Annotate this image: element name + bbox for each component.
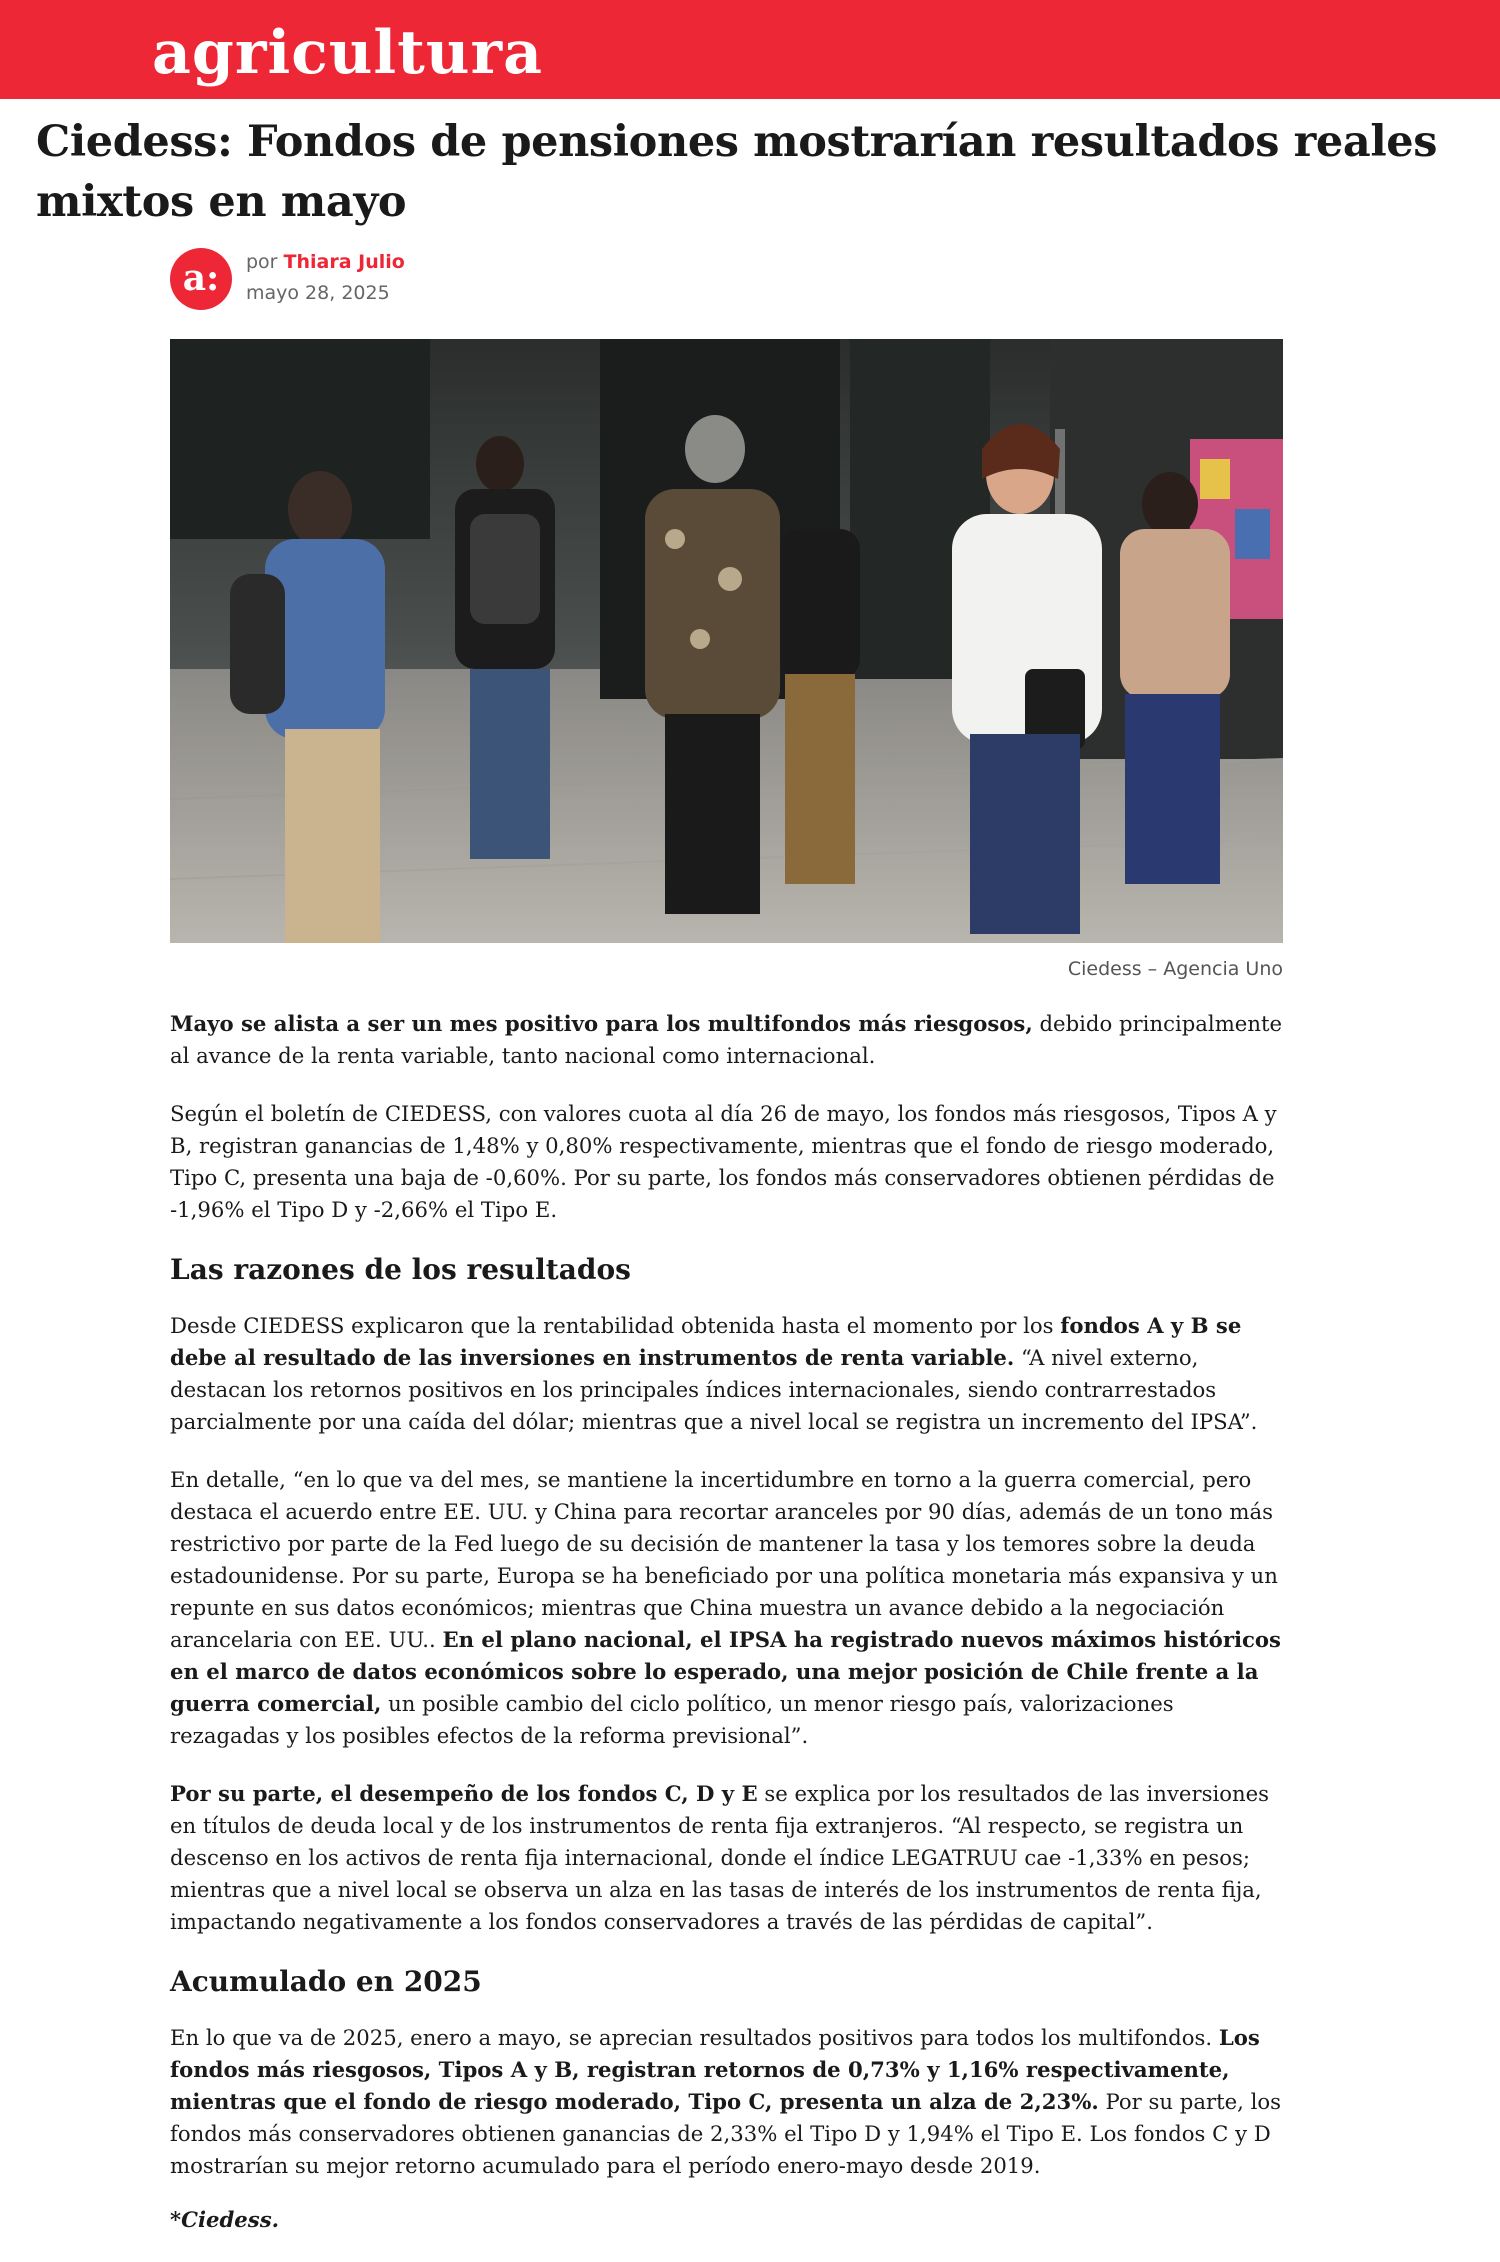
paragraph-1 (170, 1008, 1283, 1072)
article-signoff: *Ciedess. (170, 2207, 279, 2232)
paragraph-6 (170, 2022, 1283, 2182)
author-avatar[interactable]: a: (170, 248, 232, 310)
photo-caption: Ciedess – Agencia Uno (1067, 958, 1283, 980)
paragraph-5 (170, 1778, 1283, 1938)
byline (170, 246, 770, 314)
paragraph-6-text-a: En lo que va de 2025, enero a mayo, se aprecian resultados positivos para todos los multifondos. (170, 2025, 1219, 2050)
article-body (170, 1008, 1283, 2262)
author-link[interactable]: Thiara Julio (283, 251, 405, 273)
publish-date: mayo 28, 2025 (246, 282, 390, 304)
byline-prefix: por (246, 251, 278, 273)
paragraph-1-text: debido principalmente al avance de la renta variable, tanto nacional como internacional. (170, 1011, 1283, 1068)
section-heading-razones: Las razones de los resultados (170, 1253, 631, 1286)
paragraph-4-text-b: un posible cambio del ciclo político, un menor riesgo país, valorizaciones rezagadas y los posibles efectos de la reforma previsional”. (170, 1691, 1174, 1748)
paragraph-1-bold: Mayo se alista a ser un mes positivo para los multifondos más riesgosos, (170, 1011, 1033, 1036)
site-header (0, 0, 1500, 99)
paragraph-3-text-b: “A nivel externo, destacan los retornos positivos en los principales índices internacionales, siendo contrarrestados parcialmente por una caída del dólar; mientras que a nivel local se registra un incremento del IPSA”. (170, 1345, 1258, 1434)
article-photo (170, 339, 1283, 943)
paragraph-6-bold: Los fondos más riesgosos, Tipos A y B, registran retornos de 0,73% y 1,16% respectivamente, mientras que el fondo de riesgo moderado, Tipo C, presenta un alza de 2,23%. (170, 2025, 1260, 2114)
paragraph-5-text: se explica por los resultados de las inversiones en títulos de deuda local y de los instrumentos de renta fija extranjeros. “Al respecto, se registra un descenso en los activos de renta fija internacional, donde el índice LEGATRUU cae -1,33% en pesos; mientras que a nivel local se observa un alza en las tasas de interés de los instrumentos de renta fija, impactando negativamente a los fondos conservadores a través de las pérdidas de capital”. (170, 1781, 1270, 1934)
section-heading-acumulado: Acumulado en 2025 (170, 1965, 482, 1998)
paragraph-4-text-a: En detalle, “en lo que va del mes, se mantiene la incertidumbre en torno a la guerra comercial, pero destaca el acuerdo entre EE. UU. y China para recortar aranceles por 90 días, además de un tono más restrictivo por parte de la Fed luego de su decisión de mantener la tasa y los temores sobre la deuda estadounidense. Por su parte, Europa se ha beneficiado por una política monetaria más expansiva y un repunte en sus datos económicos; mientras que China muestra un avance debido a la negociación arancelaria con EE. UU.. (170, 1467, 1278, 1652)
paragraph-5-bold: Por su parte, el desempeño de los fondos C, D y E (170, 1781, 758, 1806)
paragraph-3 (170, 1310, 1283, 1438)
paragraph-2 (170, 1098, 1283, 1226)
paragraph-2-text: Según el boletín de CIEDESS, con valores cuota al día 26 de mayo, los fondos más riesgosos, Tipos A y B, registran ganancias de 1,48% y 0,80% respectivamente, mientras que el fondo de riesgo moderado, Tipo C, presenta una baja de -0,60%. Por su parte, los fondos más conservadores obtienen pérdidas de -1,96% el Tipo D y -2,66% el Tipo E. (170, 1101, 1277, 1222)
article-title: Ciedess: Fondos de pensiones mostrarían resultados reales mixtos en mayo (36, 117, 1438, 227)
paragraph-3-text-a: Desde CIEDESS explicaron que la rentabilidad obtenida hasta el momento por los (170, 1313, 1061, 1338)
paragraph-4-bold: En el plano nacional, el IPSA ha registrado nuevos máximos históricos en el marco de datos económicos sobre lo esperado, una mejor posición de Chile frente a la guerra comercial, (170, 1627, 1281, 1716)
paragraph-4 (170, 1464, 1283, 1752)
site-logo[interactable]: agricultura (152, 18, 544, 88)
paragraph-3-bold: fondos A y B se debe al resultado de las inversiones en instrumentos de renta variable. (170, 1313, 1242, 1370)
byline-author-line (246, 251, 405, 273)
paragraph-6-text-b: Por su parte, los fondos más conservadores obtienen ganancias de 2,33% el Tipo D y 1,94% el Tipo E. Los fondos C y D mostrarían su mejor retorno acumulado para el período enero-mayo desde 2019. (170, 2089, 1282, 2178)
